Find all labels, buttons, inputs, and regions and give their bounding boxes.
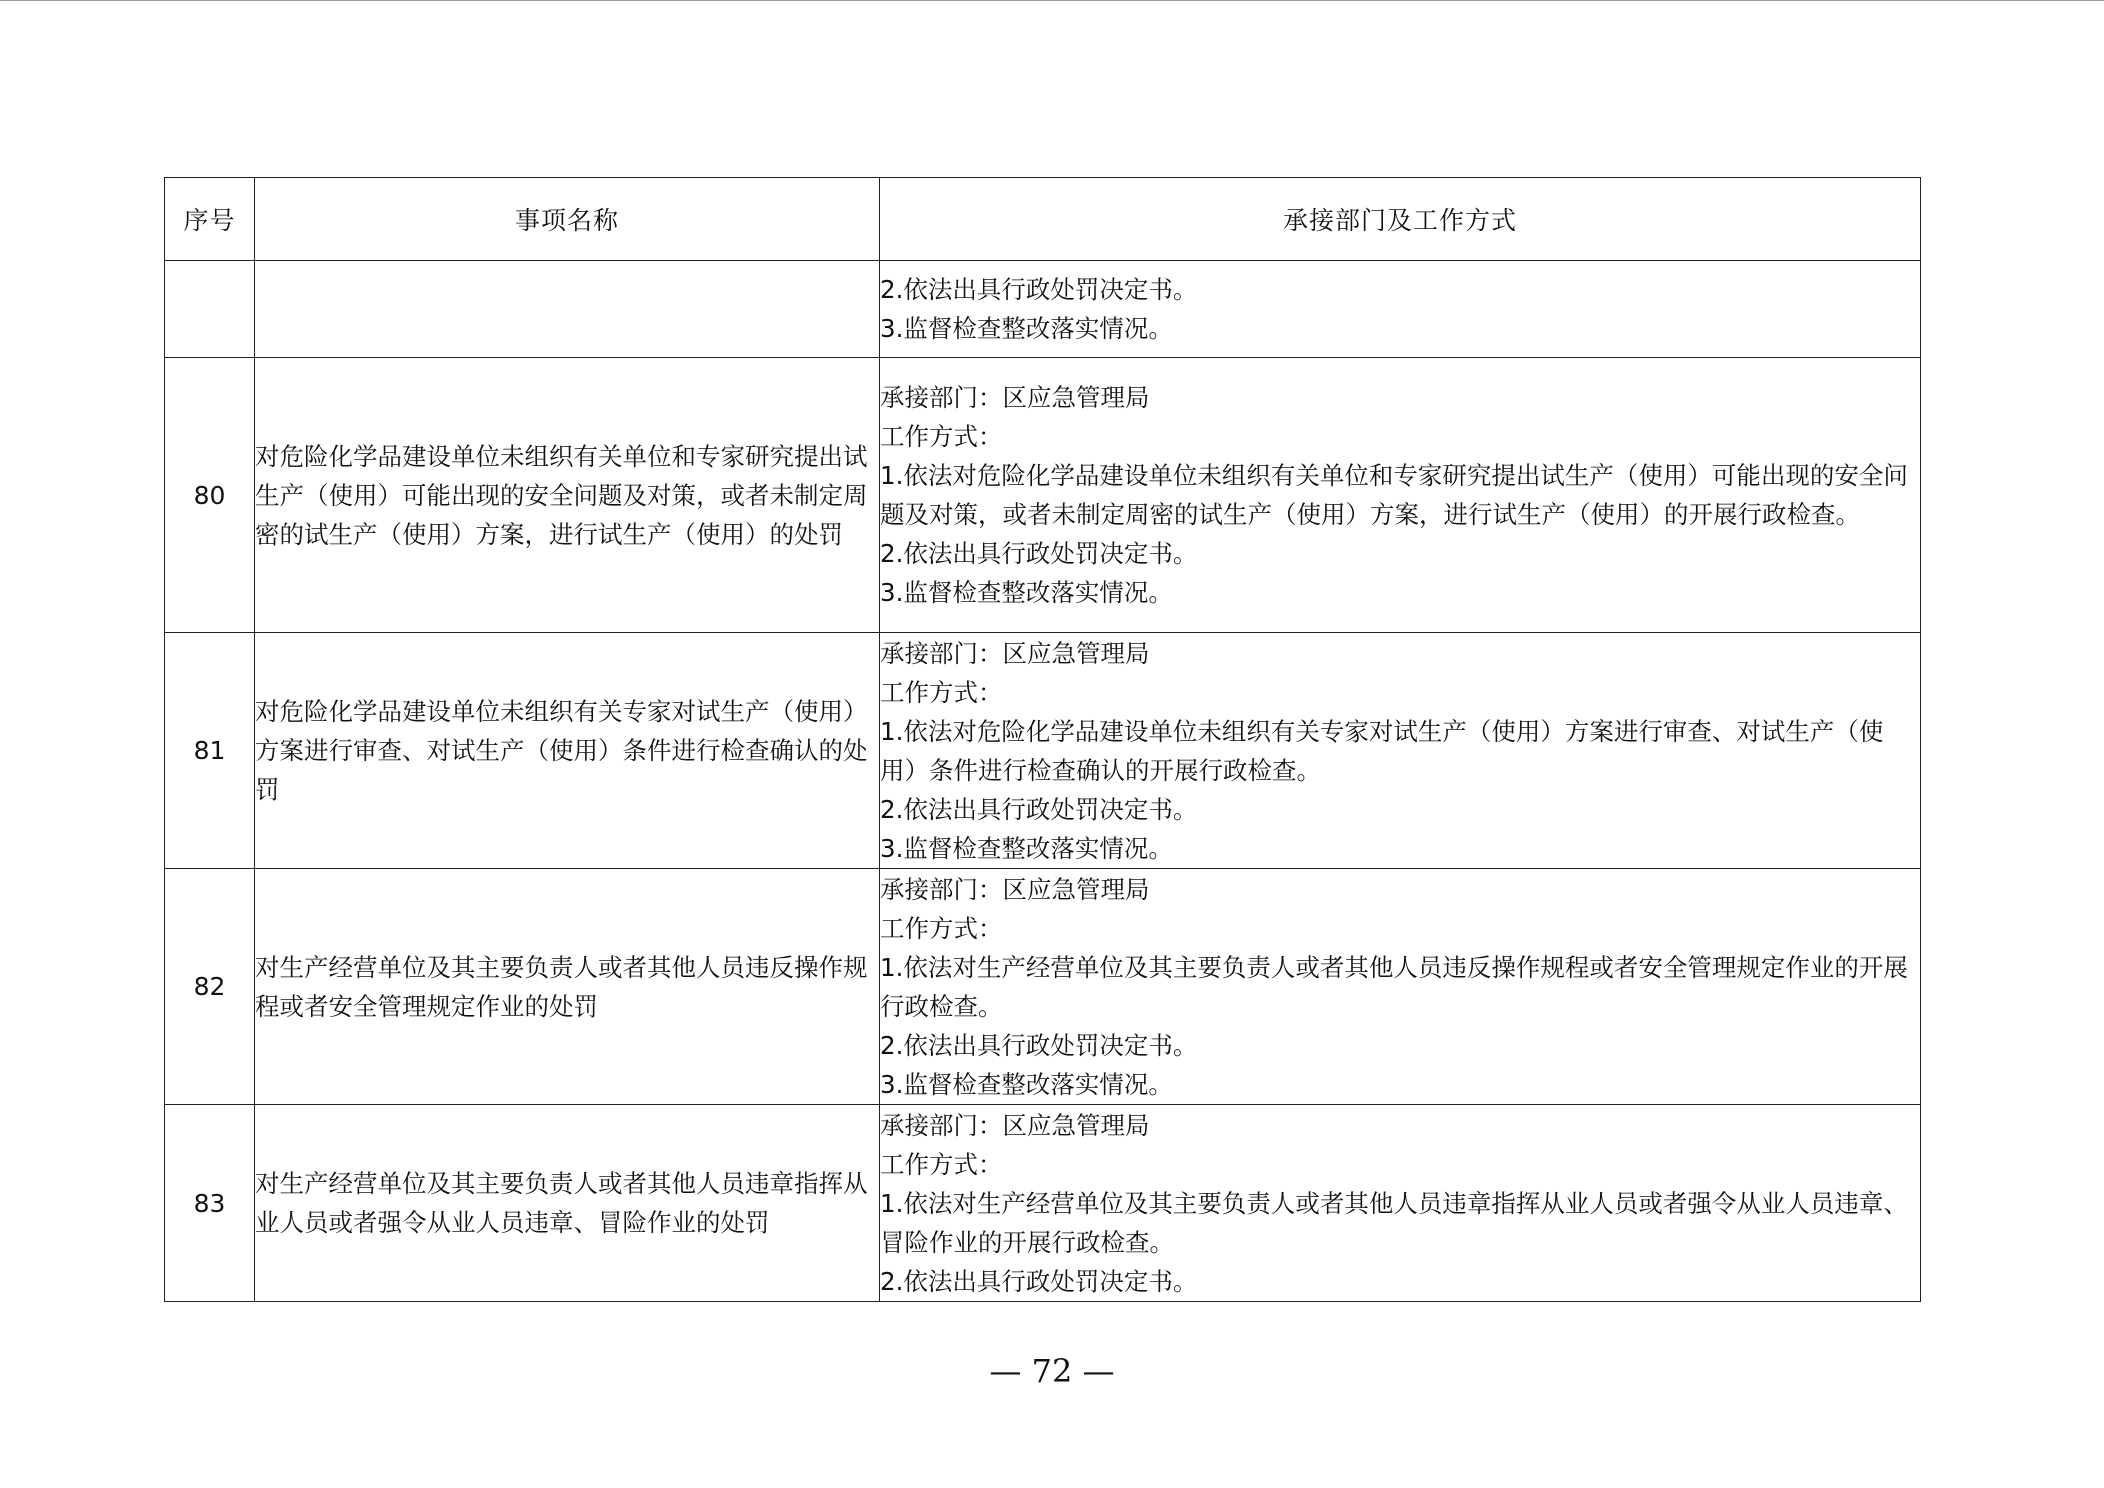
row-name: 对生产经营单位及其主要负责人或者其他人员违章指挥从业人员或者强令从业人员违章、冒险作业的处罚: [255, 1105, 880, 1302]
table-row: [165, 869, 1921, 1105]
dept-line: 2.依法出具行政处罚决定书。: [880, 539, 1198, 568]
dept-line: 2.依法出具行政处罚决定书。: [880, 1266, 1198, 1296]
table-row: [165, 633, 1921, 869]
dept-line: 1.依法对危险化学品建设单位未组织有关专家对试生产（使用）方案进行审查、对试生产（使用）条件进行检查确认的开展行政检查。: [880, 716, 1884, 785]
row-seq: 81: [165, 633, 255, 869]
header-seq: 序号: [165, 178, 255, 261]
row-dept: [880, 358, 1921, 633]
row-name: 对生产经营单位及其主要负责人或者其他人员违反操作规程或者安全管理规定作业的处罚: [255, 869, 880, 1105]
page-number: — 72 —: [989, 1352, 1115, 1390]
dept-line: 承接部门：区应急管理局: [880, 874, 1150, 904]
row-name: 对危险化学品建设单位未组织有关单位和专家研究提出试生产（使用）可能出现的安全问题及对策，或者未制定周密的试生产（使用）方案，进行试生产（使用）的处罚: [255, 358, 880, 633]
dept-line: 工作方式：: [880, 422, 1003, 451]
row-dept: [880, 869, 1921, 1105]
row-seq: 80: [165, 358, 255, 633]
row-name: 对危险化学品建设单位未组织有关专家对试生产（使用）方案进行审查、对试生产（使用）条件进行检查确认的处罚: [255, 633, 880, 869]
dept-line: 3.监督检查整改落实情况。: [880, 578, 1173, 607]
dept-line: 3.监督检查整改落实情况。: [880, 314, 1173, 343]
page-top-border: [0, 0, 2104, 1]
dept-line: 3.监督检查整改落实情况。: [880, 833, 1173, 863]
dept-line: 承接部门：区应急管理局: [880, 383, 1150, 412]
dept-line: 1.依法对危险化学品建设单位未组织有关单位和专家研究提出试生产（使用）可能出现的安全问题及对策，或者未制定周密的试生产（使用）方案，进行试生产（使用）的开展行政检查。: [880, 461, 1908, 529]
header-dept: 承接部门及工作方式: [880, 178, 1921, 261]
table-row: [165, 358, 1921, 633]
dept-line: 工作方式：: [880, 913, 1003, 943]
matters-table: [164, 177, 1921, 1302]
row-seq: [165, 261, 255, 358]
table-row: [165, 1105, 1921, 1302]
row-name: [255, 261, 880, 358]
dept-line: 1.依法对生产经营单位及其主要负责人或者其他人员违章指挥从业人员或者强令从业人员违章、冒险作业的开展行政检查。: [880, 1188, 1908, 1257]
header-name: 事项名称: [255, 178, 880, 261]
dept-line: 3.监督检查整改落实情况。: [880, 1069, 1173, 1099]
row-dept: [880, 633, 1921, 869]
row-seq: 82: [165, 869, 255, 1105]
dept-line: 1.依法对生产经营单位及其主要负责人或者其他人员违反操作规程或者安全管理规定作业的开展行政检查。: [880, 952, 1908, 1021]
row-seq: 83: [165, 1105, 255, 1302]
dept-line: 2.依法出具行政处罚决定书。: [880, 794, 1198, 824]
row-dept: [880, 1105, 1921, 1302]
dept-line: 工作方式：: [880, 677, 1003, 707]
dept-line: 承接部门：区应急管理局: [880, 1110, 1150, 1140]
row-dept: [880, 261, 1921, 358]
dept-line: 2.依法出具行政处罚决定书。: [880, 275, 1198, 304]
dept-line: 2.依法出具行政处罚决定书。: [880, 1030, 1198, 1060]
table-row: [165, 261, 1921, 358]
dept-line: 工作方式：: [880, 1149, 1003, 1179]
table-header-row: [165, 178, 1921, 261]
dept-line: 承接部门：区应急管理局: [880, 638, 1150, 668]
